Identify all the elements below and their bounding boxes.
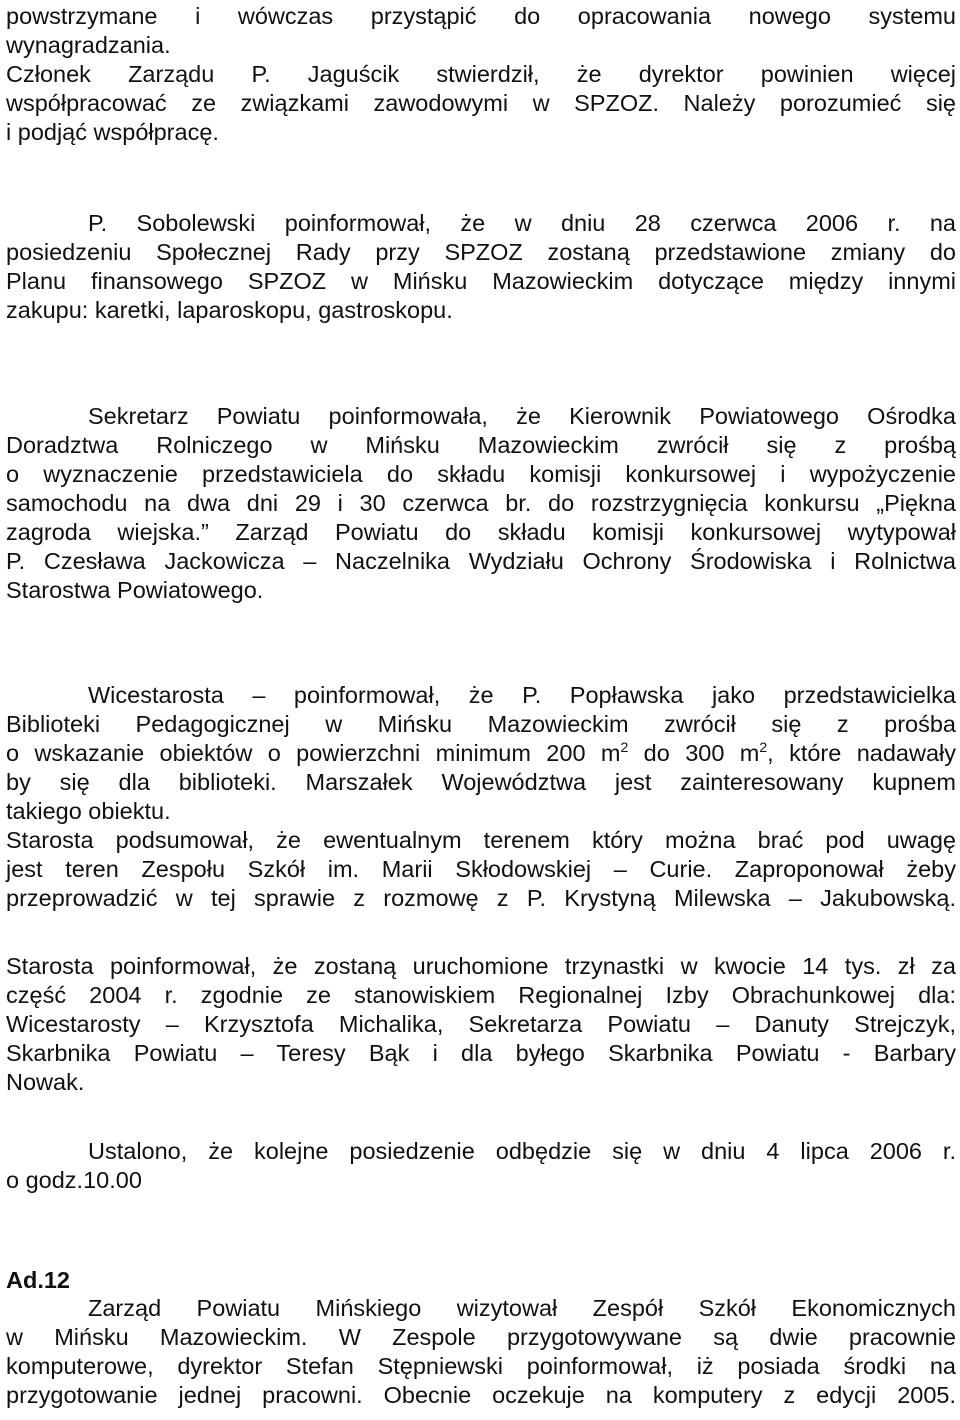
text-segment: , które nadawały bbox=[767, 740, 956, 766]
text-line: o wyznaczenie przedstawiciela do składu komisji konkursowej i wypożyczenie bbox=[6, 461, 956, 487]
text-line: Ustalono, że kolejne posiedzenie odbędzie się w dniu 4 lipca 2006 r. bbox=[88, 1138, 956, 1164]
text-line: Wicestarosta – poinformował, że P. Popławska jako przedstawicielka bbox=[88, 682, 956, 708]
text-line: Sekretarz Powiatu poinformowała, że Kierownik Powiatowego Ośrodka bbox=[88, 403, 956, 429]
text-line: przygotowanie jednej pracowni. Obecnie oczekuje na komputery z edycji 2005. bbox=[6, 1382, 956, 1408]
text-segment: do 300 m bbox=[628, 740, 760, 766]
text-line: Starostwa Powiatowego. bbox=[6, 577, 264, 603]
text-line: Doradztwa Rolniczego w Mińsku Mazowieckim zwrócił się z prośbą bbox=[6, 432, 956, 458]
superscript: 2 bbox=[759, 739, 768, 756]
text-line: powstrzymane i wówczas przystąpić do opracowania nowego systemu bbox=[6, 3, 956, 29]
text-line: Starosta poinformował, że zostaną uruchomione trzynastki w kwocie 14 tys. zł za bbox=[6, 953, 956, 979]
text-line: Zarząd Powiatu Mińskiego wizytował Zespół Szkół Ekonomicznych bbox=[88, 1295, 956, 1321]
text-line: jest teren Zespołu Szkół im. Marii Skłodowskiej – Curie. Zaproponował żeby bbox=[6, 856, 956, 882]
text-line: zakupu: karetki, laparoskopu, gastroskopu. bbox=[6, 297, 453, 323]
text-line: Wicestarosty – Krzysztofa Michalika, Sekretarza Powiatu – Danuty Strejczyk, bbox=[6, 1011, 956, 1037]
text-line: wynagradzania. bbox=[6, 32, 171, 58]
text-line: w Mińsku Mazowieckim. W Zespole przygotowywane są dwie pracownie bbox=[6, 1324, 956, 1350]
text-line: współpracować ze związkami zawodowymi w SPZOZ. Należy porozumieć się bbox=[6, 90, 956, 116]
text-line: Nowak. bbox=[6, 1069, 85, 1095]
text-line: Biblioteki Pedagogicznej w Mińsku Mazowieckim zwrócił się z prośba bbox=[6, 711, 956, 737]
text-segment: o wskazanie obiektów o powierzchni minimum 200 m bbox=[6, 740, 621, 766]
text-line: i podjąć współpracę. bbox=[6, 119, 219, 145]
text-line: samochodu na dwa dni 29 i 30 czerwca br. do rozstrzygnięcia konkursu „Piękna bbox=[6, 490, 956, 516]
text-line: o godz.10.00 bbox=[6, 1167, 142, 1193]
text-line: Starosta podsumował, że ewentualnym terenem który można brać pod uwagę bbox=[6, 827, 956, 853]
text-line bbox=[6, 739, 956, 768]
text-line: posiedzeniu Społecznej Rady przy SPZOZ zostaną przedstawione zmiany do bbox=[6, 239, 956, 265]
text-line: zagroda wiejska.” Zarząd Powiatu do składu komisji konkursowej wytypował bbox=[6, 519, 956, 545]
text-line: komputerowe, dyrektor Stefan Stępniewski poinformował, iż posiada środki na bbox=[6, 1353, 956, 1379]
text-line: część 2004 r. zgodnie ze stanowiskiem Regionalnej Izby Obrachunkowej dla: bbox=[6, 982, 956, 1008]
text-line: Członek Zarządu P. Jaguścik stwierdził, że dyrektor powinien więcej bbox=[6, 61, 956, 87]
text-line: Planu finansowego SPZOZ w Mińsku Mazowieckim dotyczące między innymi bbox=[6, 268, 956, 294]
text-line: by się dla biblioteki. Marszałek Województwa jest zainteresowany kupnem bbox=[6, 769, 956, 795]
text-line: P. Sobolewski poinformował, że w dniu 28 czerwca 2006 r. na bbox=[88, 210, 956, 236]
text-line: P. Czesława Jackowicza – Naczelnika Wydziału Ochrony Środowiska i Rolnictwa bbox=[6, 548, 956, 574]
section-heading: Ad.12 bbox=[6, 1267, 70, 1293]
superscript: 2 bbox=[620, 739, 629, 756]
text-line: przeprowadzić w tej sprawie z rozmowę z P. Krystyną Milewska – Jakubowską. bbox=[6, 885, 956, 911]
text-line: takiego obiektu. bbox=[6, 798, 171, 824]
text-line: Skarbnika Powiatu – Teresy Bąk i dla byłego Skarbnika Powiatu - Barbary bbox=[6, 1040, 956, 1066]
